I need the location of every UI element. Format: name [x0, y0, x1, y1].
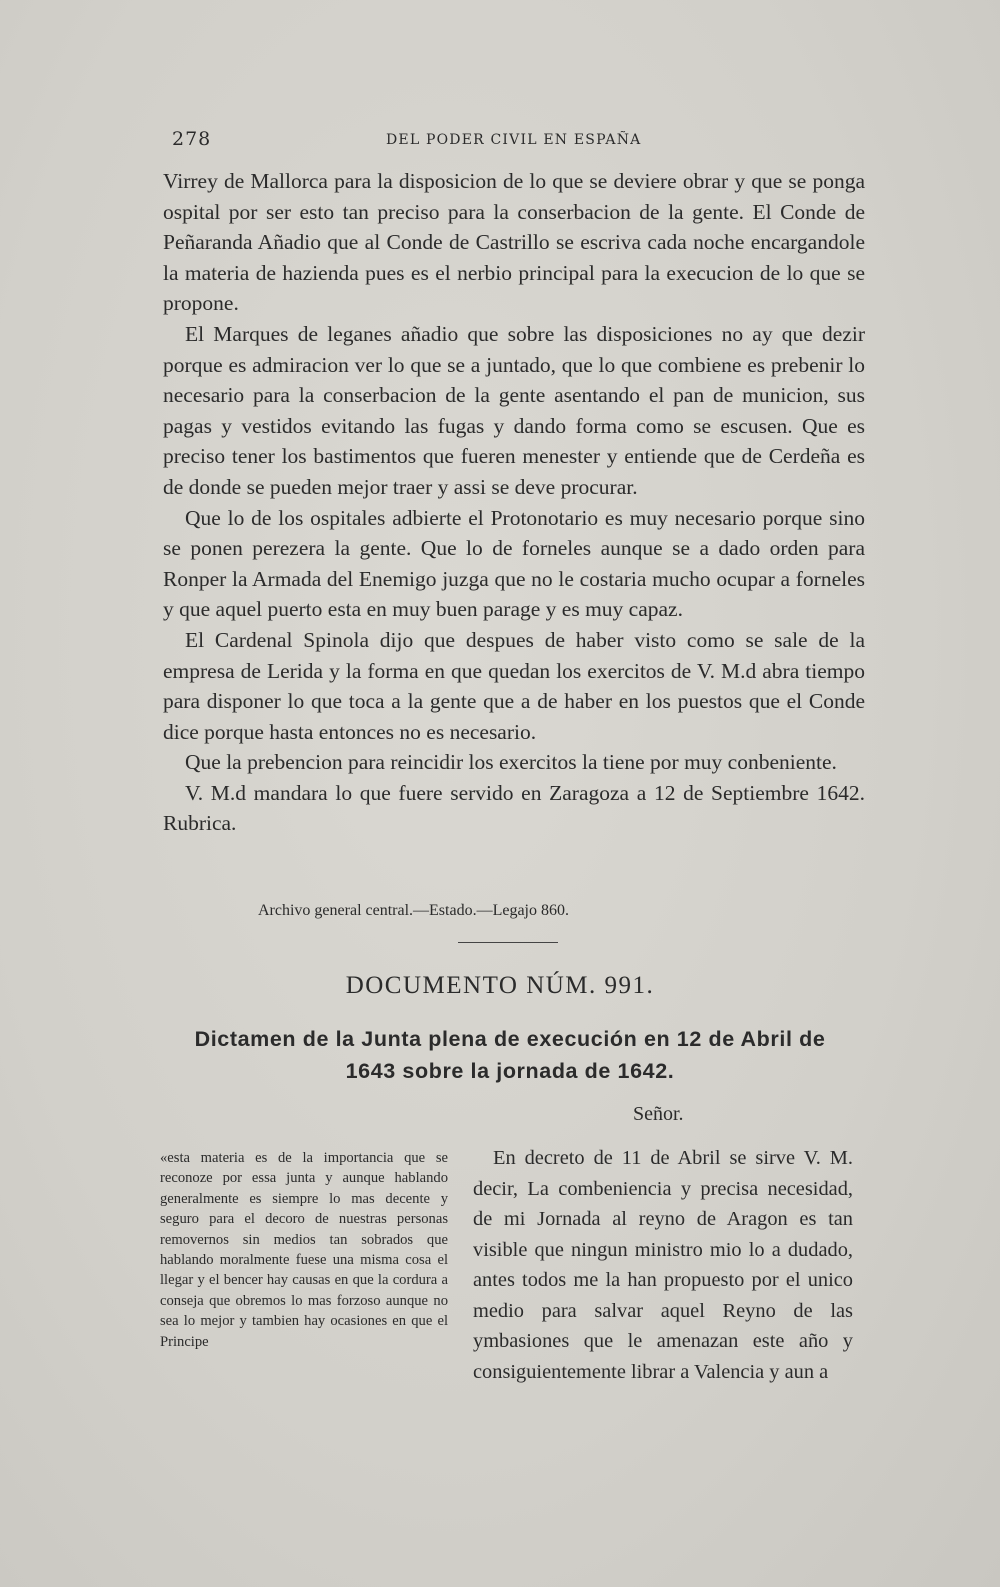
running-title: DEL PODER CIVIL EN ESPAÑA: [386, 132, 642, 148]
paragraph: En decreto de 11 de Abril se sirve V. M. decir, La combeniencia y precisa necesidad, de mi Jornada al reyno de Aragon es tan visible que ningun ministro mio lo a dudado, antes todos me la han propuesto por el unico medio para salvar aquel Reyno de las ymbasiones que le amenazan este año y consiguientemente librar a Valencia y aun a: [473, 1147, 853, 1383]
page-header: [172, 128, 862, 152]
paragraph: El Cardenal Spinola dijo que despues de haber visto como se sale de la empresa de Lerida y la forma en que quedan los exercitos de V. M.d abra tiempo para disponer lo que toca a la gente que a de haber en los puestos que el Conde dice porque hasta entonces no es necesario.: [163, 627, 865, 744]
paragraph: El Marques de leganes añadio que sobre las disposiciones no ay que dezir porque es admiracion ver lo que se a juntado, que lo que combiene es prebenir lo necesario para la conserbacion de la gente asentando el pan de municion, sus pagas y vestidos evitando las fugas y dando forma como se escusen. Que es preciso tener los bastimentos que fueren menester y entiende que de Cerdeña es de donde se pueden mejor traer y assi se deve procurar.: [163, 321, 865, 499]
main-text-column: [473, 1143, 853, 1387]
salutation: Señor.: [633, 1103, 684, 1125]
margin-note-column: «esta materia es de la importancia que se reconoze por essa junta y aunque hablando generalmente es siempre lo mas decente y seguro para el decoro de nuestras personas removernos sin medios tan sobrados que hablando moralmente fuese una misma cosa el llegar y el bencer hay causas en que la cordura a conseja que obremos lo mas forzoso aunque no sea lo mejor y tambien hay ocasiones en que el Principe: [160, 1150, 448, 1350]
section-divider: [458, 942, 558, 943]
document-subtitle: [160, 1023, 860, 1087]
subtitle-line: 1643 sobre la jornada de 1642.: [345, 1059, 675, 1083]
source-citation: Archivo general central.—Estado.—Legajo 860.: [258, 902, 569, 919]
paragraph: Virrey de Mallorca para la disposicion de lo que se deviere obrar y que se ponga ospital por ser esto tan preciso para la conserbacion de la gente. El Conde de Peñaranda Añadio que al Conde de Castrillo se escriva cada noche encargandole la materia de hazienda pues es el nerbio principal para la execucion de lo que se propone.: [163, 169, 865, 316]
paragraph: Que la prebencion para reincidir los exercitos la tiene por muy conbeniente.: [185, 750, 837, 775]
body-text: [163, 166, 865, 839]
paragraph: Que lo de los ospitales adbierte el Protonotario es muy necesario porque sino se ponen perezera la gente. Que lo de forneles aunque se a dado orden para Ronper la Armada del Enemigo juzga que no le costaria mucho ocupar a forneles y que aquel puerto esta en muy buen parage y es muy capaz.: [163, 505, 865, 622]
subtitle-line: Dictamen de la Junta plena de execución en 12 de Abril de: [194, 1027, 826, 1051]
page-number: 278: [172, 128, 212, 150]
document-title: DOCUMENTO NÚM. 991.: [345, 972, 655, 999]
paragraph: V. M.d mandara lo que fuere servido en Zaragoza a 12 de Septiembre 1642. Rubrica.: [163, 780, 865, 836]
